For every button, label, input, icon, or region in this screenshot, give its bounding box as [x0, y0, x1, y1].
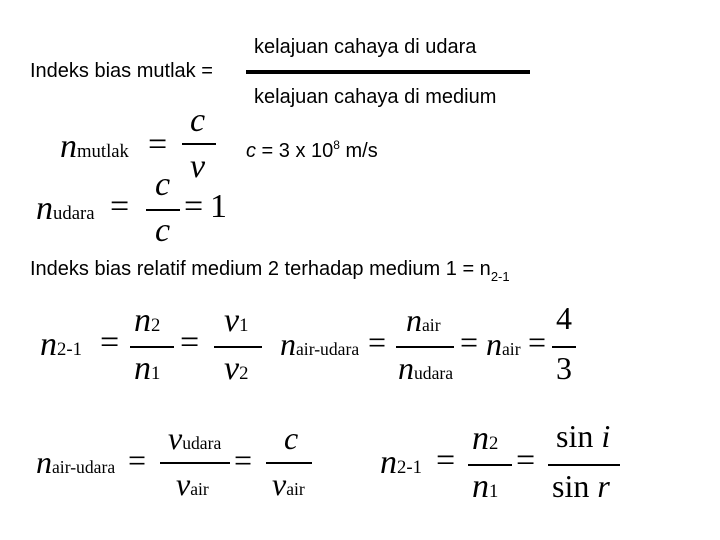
formula-speed-lhs: nair-udara — [36, 444, 116, 480]
formula-air-numerator: nair — [406, 302, 441, 338]
equals-sign: = — [100, 324, 120, 361]
formula-snell-numerator: n2 — [472, 420, 499, 457]
speed-of-light: c = 3 x $10^8$ m/s — [246, 138, 378, 162]
formula-speed-v-air: vair — [272, 466, 305, 502]
equals-sign: = — [180, 324, 200, 361]
formula-snell-sin-i: sin i — [556, 418, 611, 454]
equals-sign: = — [184, 188, 204, 225]
formula-relative-den2: v2 — [224, 350, 249, 387]
formula-snell-lhs: n2-1 — [380, 444, 422, 481]
relative-definition: Indeks bias relatif medium 2 terhadap medium $1 = n_{2-1}$ — [30, 258, 510, 284]
fraction-bar — [552, 346, 576, 348]
definition-numerator: kelajuan cahaya di udara — [254, 36, 477, 58]
equals-sign: = — [460, 324, 479, 360]
formula-snell-sin-r: sin r — [552, 468, 610, 504]
formula-mutlak-denominator: v — [190, 148, 206, 185]
fraction-bar — [214, 346, 262, 348]
formula-udara-denominator: c — [155, 212, 171, 249]
fraction-bar — [160, 462, 230, 464]
fraction-bar — [130, 346, 174, 348]
formula-air-three: 3 — [556, 350, 572, 386]
formula-snell-denominator: n1 — [472, 468, 499, 505]
fraction-bar — [548, 464, 620, 466]
formula-air-lhs: nair-udara — [280, 326, 360, 362]
formula-udara-fraction-bar — [146, 209, 180, 211]
fraction-bar — [468, 464, 512, 466]
formula-udara-numerator: c — [155, 166, 171, 203]
equals-sign: = — [148, 126, 168, 163]
formula-relative-den1: n1 — [134, 350, 161, 387]
formula-speed-c: c — [284, 420, 299, 456]
formula-udara-result: 1 — [210, 188, 227, 225]
formula-air-four: 4 — [556, 300, 572, 336]
equals-sign: = — [110, 188, 130, 225]
formula-relative-num1: n2 — [134, 302, 161, 339]
equals-sign: = — [128, 442, 147, 478]
formula-relative-num2: v1 — [224, 302, 249, 339]
fraction-bar — [266, 462, 312, 464]
fraction-bar — [396, 346, 454, 348]
equals-sign: = — [516, 442, 536, 479]
equals-sign: = — [234, 442, 253, 478]
definition-denominator: kelajuan cahaya di medium — [254, 86, 497, 108]
equals-sign: = — [528, 324, 547, 360]
formula-udara-lhs: nudara — [36, 190, 95, 227]
formula-air-denominator: nudara — [398, 350, 454, 386]
formula-mutlak-numerator: c — [190, 102, 206, 139]
definition-lhs: Indeks bias mutlak = — [30, 60, 213, 82]
equals-sign: = — [368, 324, 387, 360]
definition-fraction-bar — [246, 70, 530, 74]
formula-speed-denominator: vair — [176, 466, 209, 502]
formula-mutlak-lhs: nmutlak — [60, 128, 129, 165]
formula-mutlak-fraction-bar — [182, 143, 216, 145]
equals-sign: = — [436, 442, 456, 479]
formula-air-n-air: nair — [486, 326, 521, 362]
formula-speed-numerator: vudara — [168, 420, 222, 456]
formula-relative-lhs: n2-1 — [40, 326, 82, 363]
